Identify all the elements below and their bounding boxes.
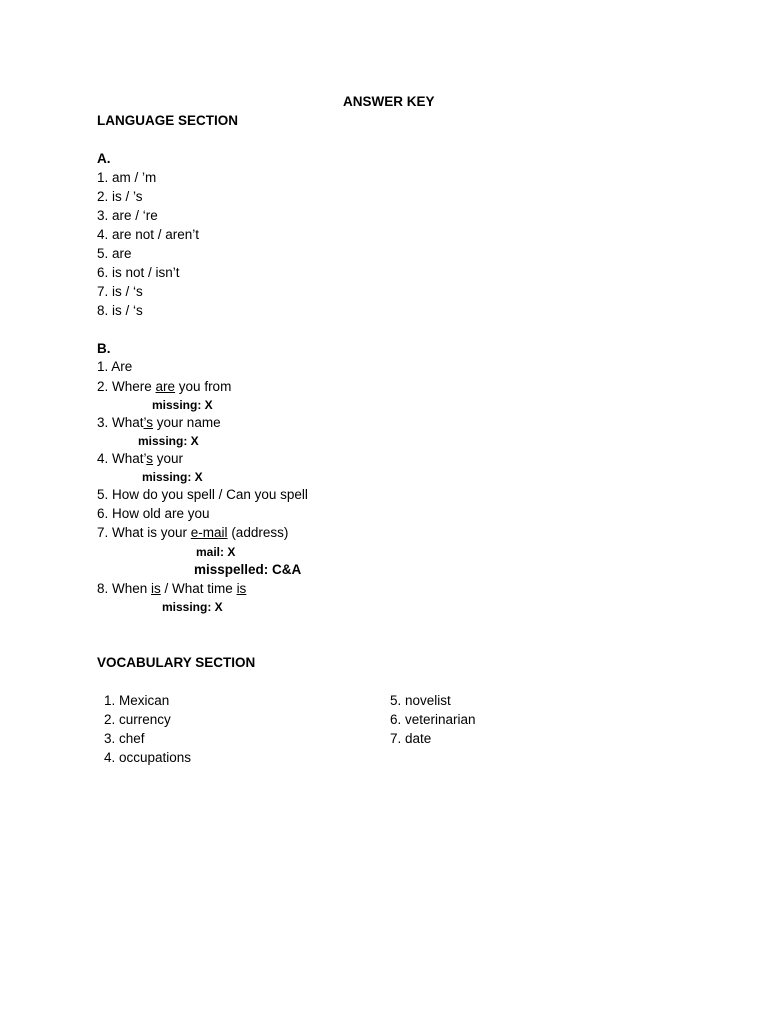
part-b-answer [97,524,288,542]
answer-text: your name [153,415,221,430]
part-b-answer [97,450,183,468]
page-title: ANSWER KEY [343,94,435,109]
correction-note: misspelled: C&A [194,562,302,577]
part-a-answer: 3. are / ‘re [97,208,158,223]
correction-note: missing: X [138,434,199,448]
language-section-heading: LANGUAGE SECTION [97,113,239,128]
vocab-item: 4. occupations [104,750,192,765]
answer-text: 8. When [97,581,152,596]
vocab-item: 2. currency [104,712,171,727]
underlined-word: are [155,379,176,394]
correction-note: missing: X [152,398,213,412]
answer-text: 2. Where [97,379,156,394]
correction-note: missing: X [162,600,223,614]
answer-text: you from [175,379,232,394]
part-a-answer: 8. is / ‘s [97,303,143,318]
part-b-answer: 5. How do you spell / Can you spell [97,487,308,502]
part-a-answer: 4. are not / aren’t [97,227,200,242]
correction-note: mail: X [196,545,236,559]
part-b-answer [97,414,221,432]
answer-text: / What time [160,581,237,596]
vocab-item: 5. novelist [390,693,451,708]
part-a-answer: 5. are [97,246,132,261]
answer-text: 4. What’ [97,451,147,466]
part-b-answer: 6. How old are you [97,506,210,521]
underlined-word: is [236,581,247,596]
part-a-answer: 1. am / ’m [97,170,157,185]
part-a-answer: 2. is / ’s [97,189,143,204]
part-a-answer: 6. is not / isn’t [97,265,180,280]
underlined-word: ’s [143,415,154,430]
part-b-answer [97,580,246,598]
vocab-item: 3. chef [104,731,145,746]
underlined-word: s [146,451,154,466]
answer-text: 7. What is your [97,525,191,540]
part-a-answer: 7. is / ‘s [97,284,143,299]
underlined-word: is [151,581,161,596]
answer-text: your [153,451,184,466]
part-b-answer [97,378,231,396]
answer-text: 3. What [97,415,144,430]
part-b-label: B. [97,341,111,356]
answer-text: (address) [227,525,289,540]
vocab-item: 6. veterinarian [390,712,476,727]
vocab-item: 7. date [390,731,432,746]
part-a-label: A. [97,151,111,166]
correction-note: missing: X [142,470,203,484]
vocab-item: 1. Mexican [104,693,170,708]
part-b-answer: 1. Are [97,359,133,374]
underlined-word: e-mail [190,525,228,540]
vocabulary-section-heading: VOCABULARY SECTION [97,655,256,670]
